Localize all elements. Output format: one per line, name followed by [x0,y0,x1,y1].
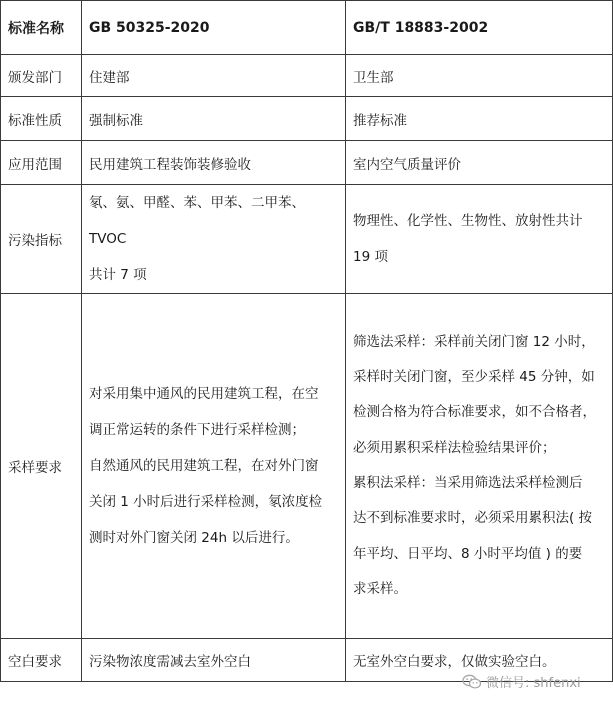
table-row [1,97,613,141]
cell-gbt18883-scope: 室内空气质量评价 [346,141,613,185]
wechat-icon [462,674,482,690]
cell-gbt18883-nature: 推荐标准 [346,97,613,141]
cell-gbt18883-pollutants [346,185,613,294]
cell-line: 测时对外门窗关闭 24h 以后进行。 [89,530,299,546]
cell-gbt18883-sampling [346,294,613,639]
cell-gb50325-sampling [82,294,346,639]
header-standard-name: 标准名称 [1,1,82,55]
header-gbt18883: GB/T 18883-2002 [346,1,613,55]
cell-gb50325-issuer: 住建部 [82,55,346,97]
cell-gbt18883-issuer: 卫生部 [346,55,613,97]
cell-line: 求采样。 [353,580,407,597]
row-label-issuer: 颁发部门 [1,55,82,97]
cell-line: 检测合格为符合标准要求，如不合格者， [353,404,596,421]
header-gb50325: GB 50325-2020 [82,1,346,55]
table-row [1,185,613,294]
cell-line: 物理性、化学性、生物性、放射性共计 [353,213,583,229]
table-row [1,55,613,97]
row-label-sampling: 采样要求 [1,294,82,639]
cell-line: 19 项 [353,249,388,265]
cell-line: 共计 7 项 [89,267,147,283]
row-label-blank: 空白要求 [1,639,82,682]
row-label-nature: 标准性质 [1,97,82,141]
cell-gb50325-blank: 污染物浓度需减去室外空白 [82,639,346,682]
cell-line: 调正常运转的条件下进行采样检测； [89,422,305,438]
cell-line: 自然通风的民用建筑工程，在对外门窗 [89,458,319,474]
cell-line: 年平均、日平均、8 小时平均值 ) 的要 [353,545,583,562]
cell-gb50325-pollutants [82,185,346,294]
cell-gb50325-nature: 强制标准 [82,97,346,141]
wechat-watermark [462,672,581,691]
cell-line: 关闭 1 小时后进行采样检测，氡浓度检 [89,494,323,510]
cell-line: 累积法采样：当采用筛选法采样检测后 [353,475,583,491]
row-label-scope: 应用范围 [1,141,82,185]
table-header-row [1,1,613,55]
cell-gbt18883-blank: 无室外空白要求，仅做实验空白。 [346,639,613,682]
table-row [1,294,613,639]
cell-line: 对采用集中通风的民用建筑工程，在空 [89,386,319,402]
cell-line: 达不到标准要求时，必须采用累积法( 按 [353,510,593,527]
cell-line: 筛选法采样：采样前关闭门窗 12 小时， [353,333,595,350]
cell-gb50325-scope: 民用建筑工程装饰装修验收 [82,141,346,185]
cell-line: 采样时关闭门窗，至少采样 45 分钟，如 [353,369,595,386]
cell-line: 必须用累积采样法检验结果评价； [353,439,556,456]
watermark-text: 微信号: shfenxi [486,676,581,691]
table-row [1,141,613,185]
cell-line: 氡、氨、甲醛、苯、甲苯、二甲苯、TVOC [89,195,305,247]
row-label-pollutants: 污染指标 [1,185,82,294]
